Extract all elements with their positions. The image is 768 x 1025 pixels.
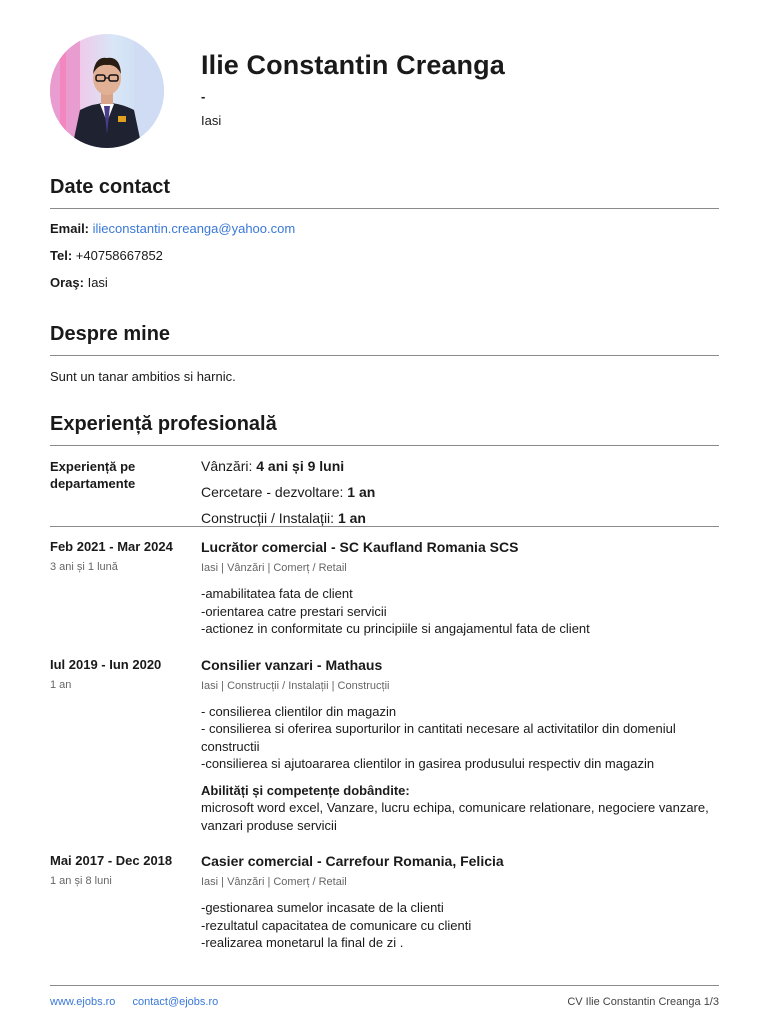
email-label: Email: [50,221,90,236]
tel-value: +40758667852 [75,248,163,263]
cv-header [50,0,719,150]
job-period: Iul 2019 - Iun 2020 [50,656,162,672]
candidate-city: Iasi [201,113,222,128]
job-description-line: -orientarea catre prestari servicii [201,603,387,619]
department-item [201,510,375,536]
job-description-line: -realizarea monetarul la final de zi . [201,935,404,950]
footer-site-link[interactable]: www.ejobs.ro [50,996,116,1008]
tel-row [50,249,719,263]
department-value: 1 an [347,484,376,500]
contact-section [50,176,719,290]
city-label: Oraş: [50,275,84,290]
job-period: Mai 2017 - Dec 2018 [50,853,173,868]
department-list [201,458,375,536]
job-description-line: -amabilitatea fata de client [201,586,353,601]
job-details [201,539,719,638]
job-duration: 3 ani și 1 lună [50,561,118,573]
email-row [50,222,719,236]
job-duration: 1 an [50,678,72,691]
department-label: Experiență pe departamente [50,459,136,491]
contact-heading: Date contact [50,176,719,209]
about-section [50,323,719,384]
job-entry [50,539,719,638]
job-description-line: - consilierea clientilor din magazin [201,703,397,719]
footer-email-link[interactable]: contact@ejobs.ro [132,996,219,1008]
job-description [201,703,719,773]
city-row [50,276,719,290]
department-summary [50,446,719,527]
job-title: Consilier vanzari - Mathaus [201,656,383,673]
job-description [201,899,719,952]
candidate-name: Ilie Constantin Creanga [201,50,505,80]
experience-heading: Experiență profesională [50,413,719,446]
about-heading: Despre mine [50,323,719,356]
department-name: Cercetare - dezvoltare: [201,484,344,500]
department-item [201,458,375,484]
job-description-line: -gestionarea sumelor incasate de la clienti [201,900,444,915]
tel-label: Tel: [50,248,73,263]
job-meta: Iasi | Vânzări | Comerț / Retail [201,562,347,574]
skills-text: microsoft word excel, Vanzare, lucru echipa, comunicare relationare, negociere vanzare, vanzari produse servicii [201,800,709,833]
city-value: Iasi [87,275,108,290]
email-link[interactable]: ilieconstantin.creanga@yahoo.com [92,221,296,236]
job-duration: 1 an și 8 luni [50,875,112,887]
job-details [201,853,719,952]
department-item [201,484,375,510]
job-description-line: -actionez in conformitate cu principiile si angajamentul fata de client [201,621,590,636]
footer-links [50,996,232,1008]
cv-page [50,0,719,950]
job-description [201,585,719,638]
job-meta: Iasi | Construcții / Instalații | Construcții [201,679,390,692]
skills-title: Abilități și competențe dobândite: [201,782,410,798]
job-entry [50,853,719,952]
avatar [50,34,164,148]
footer-page-label: CV Ilie Constantin Creanga 1/3 [567,996,719,1008]
job-entry [50,657,719,835]
about-text: Sunt un tanar ambitios si harnic. [50,369,236,384]
job-description-line: -rezultatul capacitatea de comunicare cu clienti [201,917,472,933]
job-description-line: - consilierea si oferirea suporturilor in cantitati necesare al activitatilor din domeniul constructii [201,721,676,754]
job-description-line: -consilierea si ajutoararea clientilor in gasirea produsului respectiv din magazin [201,756,655,771]
department-value: 1 an [337,510,366,526]
job-details [201,657,719,835]
job-title: Lucrător comercial - SC Kaufland Romania SCS [201,539,519,555]
job-period: Feb 2021 - Mar 2024 [50,539,173,554]
page-footer [50,985,719,1025]
experience-section [50,413,719,952]
department-value: 4 ani și 9 luni [256,458,345,474]
job-title: Casier comercial - Carrefour Romania, Felicia [201,853,504,869]
department-name: Vânzări: [201,458,253,474]
department-name: Construcții / Instalații: [201,510,335,526]
job-meta: Iasi | Vânzări | Comerț / Retail [201,876,347,888]
person-photo-icon [50,34,164,148]
candidate-subtitle: - [201,89,206,104]
